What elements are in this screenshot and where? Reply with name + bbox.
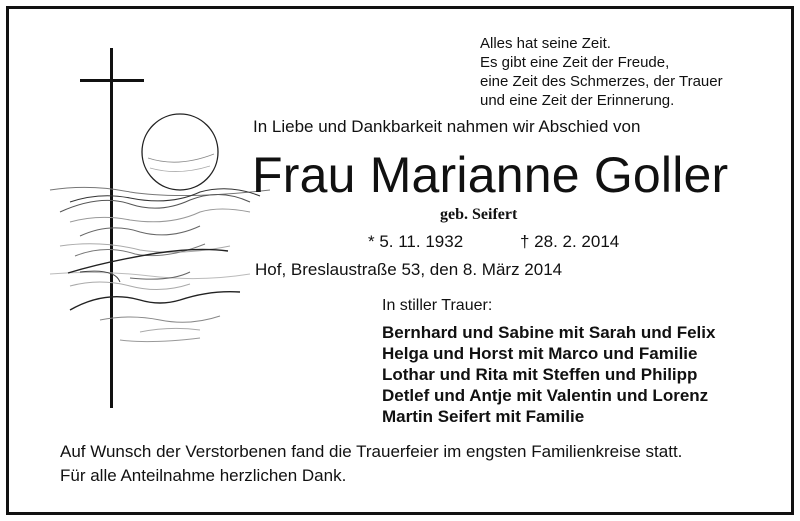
- quote-line: Es gibt eine Zeit der Freude,: [480, 54, 670, 71]
- death-date: † 28. 2. 2014: [520, 232, 620, 251]
- mourners-intro: In stiller Trauer:: [382, 297, 493, 314]
- cross-and-landscape-illustration: [40, 40, 270, 420]
- closing-text: [60, 440, 682, 488]
- quote-line: Alles hat seine Zeit.: [480, 35, 611, 52]
- mountain-landscape-icon: [50, 187, 270, 341]
- birth-date: * 5. 11. 1932: [368, 232, 464, 251]
- mourner-line: Lothar und Rita mit Steffen und Philipp: [382, 365, 698, 384]
- quote-line: eine Zeit des Schmerzes, der Trauer: [480, 73, 723, 90]
- mourners-list: [382, 322, 715, 427]
- mourner-line: Martin Seifert mit Familie: [382, 407, 585, 426]
- place-and-date: Hof, Breslaustraße 53, den 8. März 2014: [255, 260, 563, 279]
- quote-line: und eine Zeit der Erinnerung.: [480, 92, 675, 109]
- sun-icon: [142, 114, 218, 190]
- closing-line: Auf Wunsch der Verstorbenen fand die Trauerfeier im engsten Familienkreise statt.: [60, 442, 683, 461]
- mourner-line: Bernhard und Sabine mit Sarah und Felix: [382, 323, 716, 342]
- closing-line: Für alle Anteilnahme herzlichen Dank.: [60, 466, 347, 485]
- mourner-line: Detlef und Antje mit Valentin und Lorenz: [382, 386, 709, 405]
- intro-text: In Liebe und Dankbarkeit nahmen wir Abschied von: [253, 117, 641, 136]
- deceased-name: Frau Marianne Goller: [252, 147, 729, 203]
- mourner-line: Helga und Horst mit Marco und Familie: [382, 344, 698, 363]
- quote-block: [480, 34, 780, 110]
- maiden-name: geb. Seifert: [440, 206, 518, 223]
